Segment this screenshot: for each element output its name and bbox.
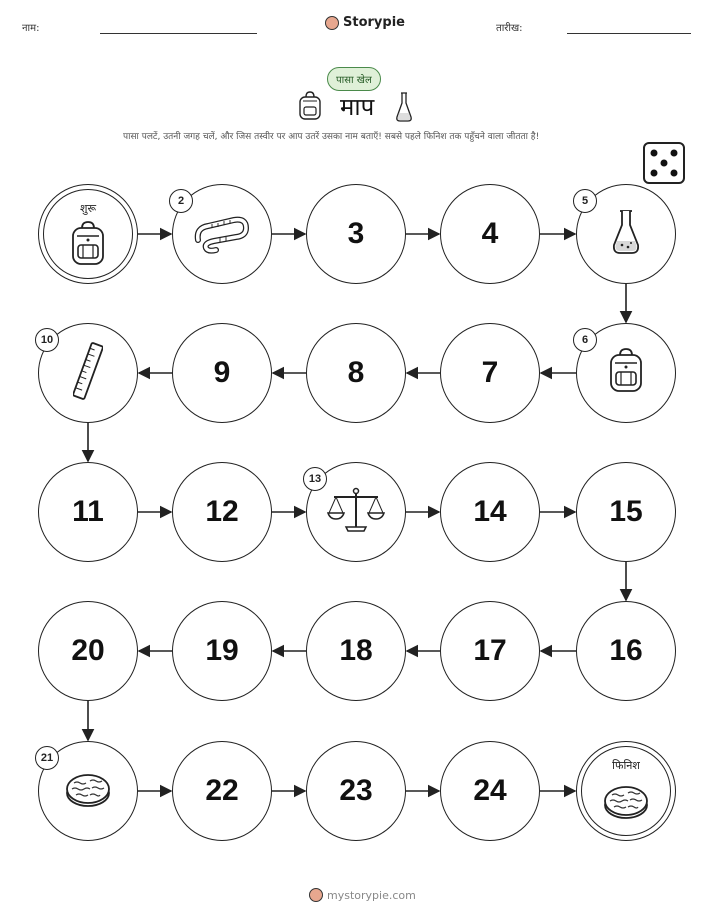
board-space-6 — [576, 323, 676, 423]
brand-name: Storypie — [343, 15, 405, 30]
backpack-icon — [68, 220, 108, 272]
bear-icon — [309, 888, 323, 902]
board-space-8 — [306, 323, 406, 423]
space-number: 9 — [213, 356, 231, 389]
board-space-17 — [440, 601, 540, 701]
space-number: 11 — [72, 495, 104, 528]
footer-url[interactable]: mystorypie.com — [327, 888, 416, 902]
space-number: 12 — [205, 495, 239, 528]
instructions: पासा पलटें, उतनी जगह चलें, और जिस तस्वीर पर आप उतरें उसका नाम बताएँ! सबसे पहले फिनिश तक पहुँचने वाला जीतता है! — [123, 132, 540, 142]
space-number: 17 — [473, 634, 507, 667]
page-title: माप — [340, 93, 375, 121]
space-number: 18 — [339, 634, 373, 667]
board-space-3 — [306, 184, 406, 284]
space-number: 8 — [347, 356, 365, 389]
start-label: शुरू — [79, 202, 97, 215]
space-number: 14 — [473, 495, 507, 528]
board-space-14 — [440, 462, 540, 562]
space-number: 19 — [205, 634, 239, 667]
board-space-20 — [38, 601, 138, 701]
space-number-badge: 10 — [35, 328, 59, 352]
board-space-24 — [440, 741, 540, 841]
space-number: 4 — [481, 217, 499, 250]
board-space-19 — [172, 601, 272, 701]
board-space-15 — [576, 462, 676, 562]
space-number-badge: 6 — [573, 328, 597, 352]
board-space-7 — [440, 323, 540, 423]
space-number: 15 — [609, 495, 643, 528]
backpack-icon — [606, 347, 646, 399]
space-number: 22 — [205, 774, 239, 807]
ruler-icon — [73, 341, 103, 405]
board-space-16 — [576, 601, 676, 701]
board-space-18 — [306, 601, 406, 701]
board-space-13 — [306, 462, 406, 562]
space-number-badge: 21 — [35, 746, 59, 770]
scale-icon — [326, 485, 386, 539]
flask-icon — [611, 209, 641, 259]
date-label: तारीख: — [496, 23, 523, 34]
space-number: 3 — [347, 217, 365, 250]
finish-label: फिनिश — [612, 759, 640, 772]
space-number-badge: 5 — [573, 189, 597, 213]
name-label: नाम: — [22, 23, 40, 34]
board-space-4 — [440, 184, 540, 284]
footer — [309, 888, 416, 902]
board-space-11 — [38, 462, 138, 562]
space-number: 23 — [339, 774, 373, 807]
board-space-1 — [38, 184, 138, 284]
space-number-badge: 13 — [303, 467, 327, 491]
board-space-5 — [576, 184, 676, 284]
game-type-badge: पासा खेल — [327, 67, 381, 91]
cookie-icon — [602, 781, 650, 825]
board-space-22 — [172, 741, 272, 841]
board-space-10 — [38, 323, 138, 423]
board-space-12 — [172, 462, 272, 562]
space-number: 24 — [473, 774, 507, 807]
measuring-tape-icon — [194, 210, 250, 258]
space-number: 16 — [609, 634, 643, 667]
cookie-icon — [64, 769, 112, 813]
space-number: 7 — [481, 356, 499, 389]
board-space-21 — [38, 741, 138, 841]
board-space-2 — [172, 184, 272, 284]
space-number: 20 — [71, 634, 105, 667]
space-number-badge: 2 — [169, 189, 193, 213]
board-space-9 — [172, 323, 272, 423]
board-space-23 — [306, 741, 406, 841]
board-space-25 — [576, 741, 676, 841]
